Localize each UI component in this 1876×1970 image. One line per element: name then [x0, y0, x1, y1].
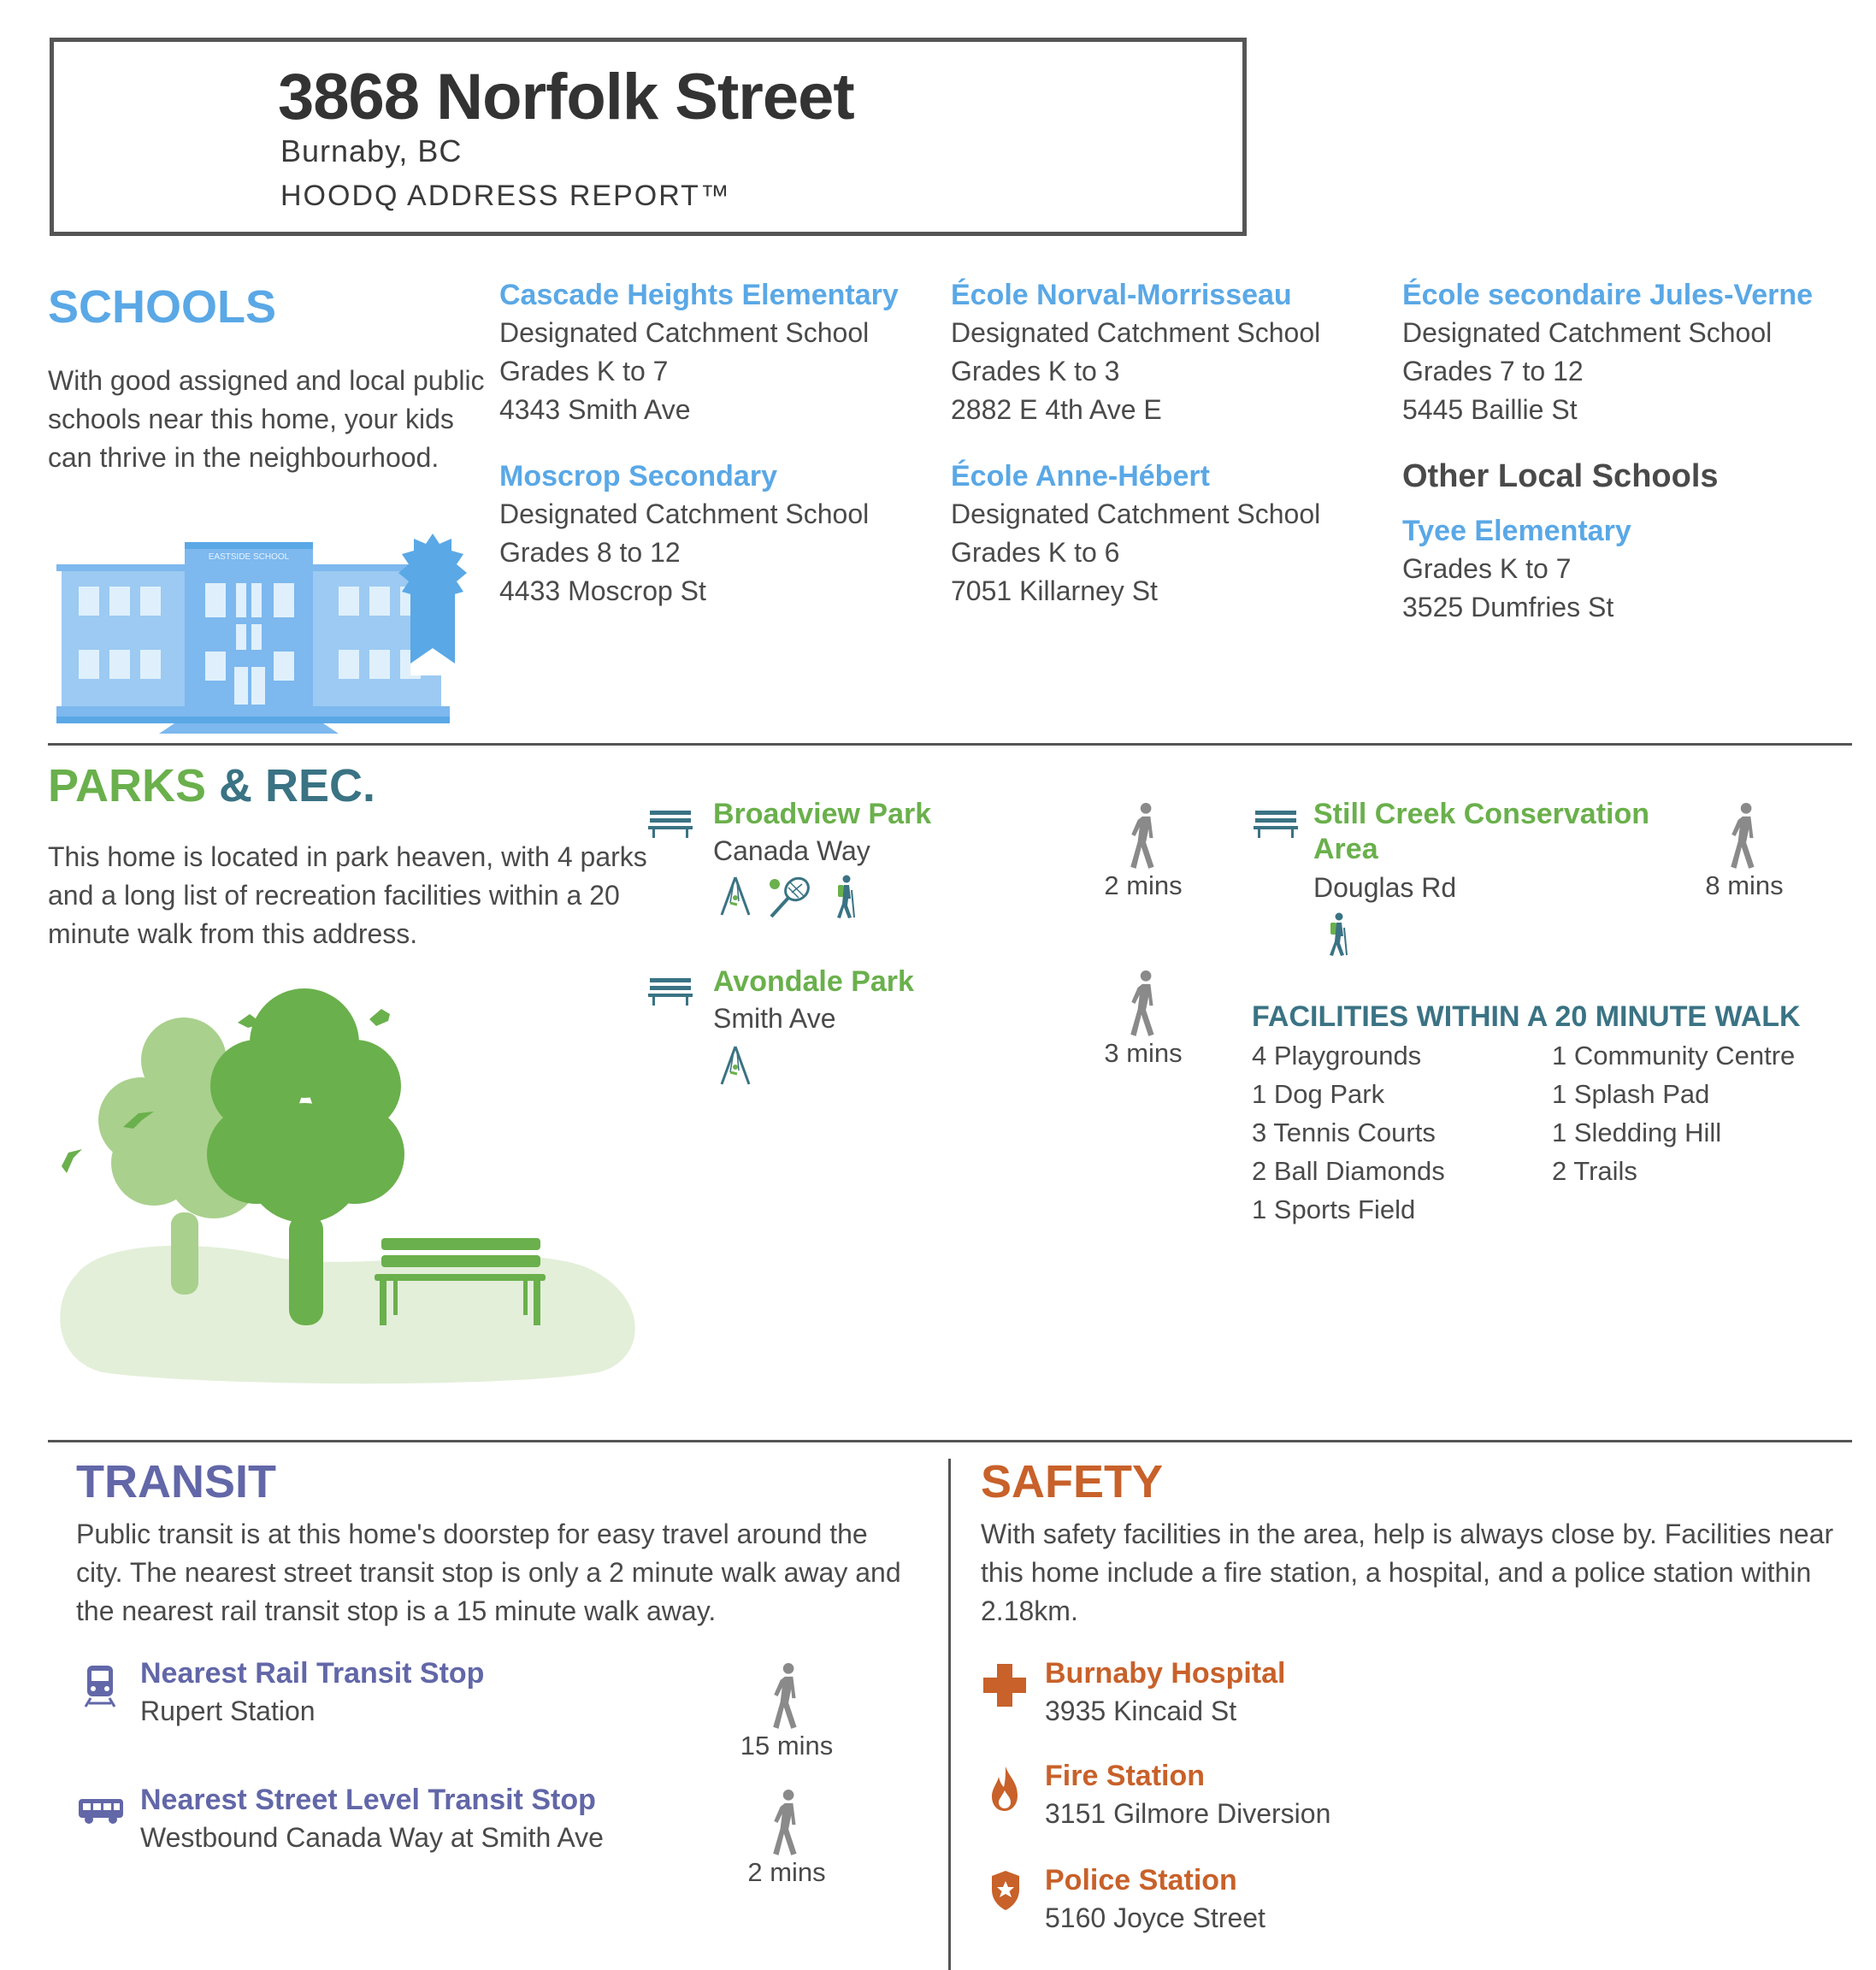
school-name[interactable]: Tyee Elementary [1402, 515, 1631, 547]
facilities-list-left [1252, 1036, 1445, 1229]
school-type: Designated Catchment School [499, 317, 870, 348]
school-address: 2882 E 4th Ave E [951, 394, 1162, 425]
safety-card [1045, 1657, 1285, 1731]
facility-item: 1 Splash Pad [1552, 1079, 1710, 1109]
section-divider [48, 743, 1852, 746]
school-name[interactable]: Moscrop Secondary [499, 460, 777, 492]
school-grades: Grades K to 7 [1402, 553, 1572, 584]
transit-description: Public transit is at this home's doorstep for easy travel around the city. The nearest street transit stop is only a 2 minute walk away and the nearest rail transit stop is a 15 minute walk away. [76, 1519, 901, 1626]
bench-icon [648, 807, 694, 838]
school-card [951, 279, 1320, 429]
facilities-heading: FACILITIES WITHIN A 20 MINUTE WALK [1252, 1000, 1801, 1033]
tennis-icon [766, 874, 814, 920]
park-street: Douglas Rd [1313, 872, 1457, 903]
column-divider [948, 1459, 951, 1970]
street-stop-card [140, 1784, 604, 1857]
school-grades: Grades 8 to 12 [499, 537, 681, 568]
rail-stop-name[interactable]: Rupert Station [140, 1696, 316, 1726]
hospital-label[interactable]: Burnaby Hospital [1045, 1657, 1286, 1690]
safety-card [1045, 1864, 1265, 1938]
walking-person-icon [768, 1662, 805, 1731]
facility-item: 1 Dog Park [1252, 1079, 1385, 1109]
safety-description: With safety facilities in the area, help is always close by. Facilities near this home include a fire station, a hospital, and a police station within 2.18km. [981, 1519, 1834, 1626]
safety-heading: SAFETY [981, 1456, 1164, 1507]
school-name[interactable]: École Anne-Hébert [951, 460, 1210, 492]
school-address: 5445 Baillie St [1402, 394, 1578, 425]
walking-person-icon [1726, 802, 1763, 870]
school-address: 4433 Moscrop St [499, 575, 706, 606]
school-name[interactable]: Cascade Heights Elementary [499, 279, 899, 311]
hiker-icon [833, 874, 858, 920]
school-type: Designated Catchment School [951, 317, 1321, 348]
facility-item: 1 Sledding Hill [1552, 1118, 1722, 1147]
park-name[interactable]: Broadview Park [713, 798, 932, 830]
facility-item: 4 Playgrounds [1252, 1041, 1422, 1071]
school-grades: Grades 7 to 12 [1402, 356, 1584, 386]
school-address: 3525 Dumfries St [1402, 592, 1614, 622]
hospital-address: 3935 Kincaid St [1045, 1696, 1237, 1726]
police-station-address: 5160 Joyce Street [1045, 1902, 1265, 1933]
school-address: 7051 Killarney St [951, 575, 1158, 606]
rail-stop-label: Nearest Rail Transit Stop [140, 1657, 485, 1690]
walk-time: 15 mins [740, 1731, 834, 1761]
safety-card [1045, 1760, 1330, 1833]
hospital-cross-icon [982, 1662, 1028, 1708]
walking-person-icon [1125, 802, 1163, 870]
school-card [499, 460, 869, 610]
parks-description: This home is located in park heaven, with 4 parks and a long list of recreation facilities within a 20 minute walk from this address. [48, 841, 647, 949]
facility-item: 2 Trails [1552, 1156, 1637, 1186]
school-name[interactable]: École Norval-Morrisseau [951, 279, 1292, 311]
school-card [951, 460, 1320, 610]
bus-icon [77, 1796, 125, 1826]
school-name[interactable]: École secondaire Jules-Verne [1402, 279, 1814, 311]
school-address: 4343 Smith Ave [499, 394, 691, 425]
report-label: HOODQ ADDRESS REPORT™ [280, 180, 731, 212]
facilities-list-right [1552, 1036, 1795, 1190]
schools-heading: SCHOOLS [48, 281, 277, 333]
parks-heading [48, 759, 375, 812]
park-name[interactable]: Avondale Park [713, 965, 914, 998]
walk-time: 3 mins [1104, 1038, 1183, 1068]
street-stop-name[interactable]: Westbound Canada Way at Smith Ave [140, 1822, 604, 1853]
hiker-icon [1325, 911, 1351, 958]
police-station-label[interactable]: Police Station [1045, 1864, 1237, 1896]
other-schools-heading: Other Local Schools [1402, 458, 1719, 494]
parks-heading-a: PARKS [48, 760, 207, 811]
park-card [713, 797, 931, 870]
walk-time: 2 mins [747, 1857, 826, 1887]
facility-item: 1 Sports Field [1252, 1194, 1416, 1224]
schools-description: With good assigned and local public schools near this home, your kids can thrive in the neighbourhood. [48, 365, 485, 473]
walk-time: 8 mins [1705, 870, 1784, 900]
park-name-line1[interactable]: Still Creek Conservation [1313, 798, 1650, 830]
facility-item: 2 Ball Diamonds [1252, 1156, 1445, 1186]
park-street: Canada Way [713, 835, 870, 866]
facility-item: 3 Tennis Courts [1252, 1118, 1436, 1147]
walking-person-icon [768, 1789, 805, 1857]
bench-icon [648, 975, 694, 1006]
walking-person-icon [1125, 970, 1163, 1038]
swing-icon [718, 874, 752, 918]
parks-heading-b: & REC. [206, 760, 376, 811]
bench-icon [1254, 807, 1300, 838]
school-grades: Grades K to 7 [499, 356, 669, 386]
section-divider [48, 1440, 1852, 1442]
school-card [499, 279, 899, 429]
swing-icon [718, 1043, 752, 1088]
fire-station-address: 3151 Gilmore Diversion [1045, 1798, 1331, 1829]
park-name-line2[interactable]: Area [1313, 833, 1378, 865]
rail-stop-card [140, 1657, 484, 1731]
fire-station-label[interactable]: Fire Station [1045, 1760, 1206, 1792]
train-icon [82, 1662, 118, 1708]
page-title: 3868 Norfolk Street [278, 61, 854, 133]
police-shield-icon [988, 1869, 1023, 1912]
park-street: Smith Ave [713, 1003, 836, 1034]
street-stop-label: Nearest Street Level Transit Stop [140, 1784, 596, 1816]
park-card [713, 964, 914, 1037]
park-card [1313, 797, 1649, 906]
school-type: Designated Catchment School [499, 498, 870, 529]
fire-icon [990, 1765, 1019, 1813]
school-type: Designated Catchment School [951, 498, 1321, 529]
park-illustration [51, 983, 650, 1394]
school-grades: Grades K to 3 [951, 356, 1120, 386]
city-label: Burnaby, BC [280, 133, 463, 168]
facility-item: 1 Community Centre [1552, 1041, 1796, 1071]
school-card [1402, 279, 1813, 429]
walk-time: 2 mins [1104, 870, 1183, 900]
school-card [1402, 515, 1631, 627]
school-type: Designated Catchment School [1402, 317, 1773, 348]
transit-heading: TRANSIT [76, 1456, 276, 1507]
school-sign-text: EASTSIDE SCHOOL [208, 552, 290, 562]
school-grades: Grades K to 6 [951, 537, 1120, 568]
school-building-illustration [56, 523, 484, 737]
